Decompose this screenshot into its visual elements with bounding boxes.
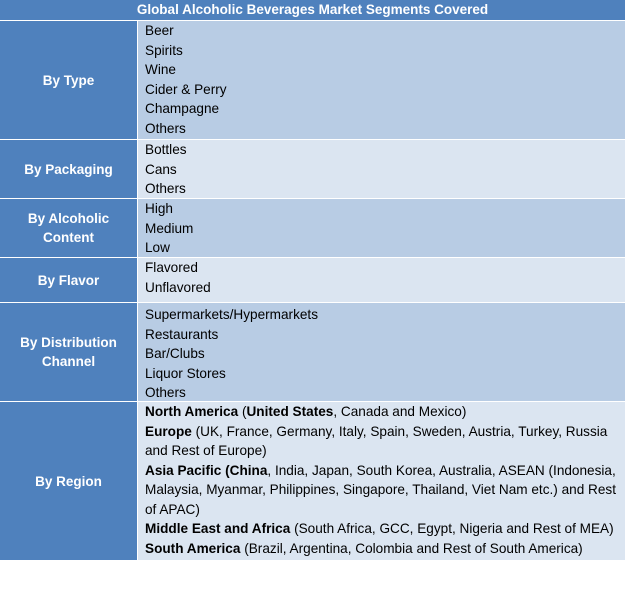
segment-row-type (0, 21, 625, 140)
segment-category: By Packaging (0, 140, 138, 198)
list-item: Medium (145, 220, 194, 236)
list-item: Spirits (145, 42, 183, 58)
table-title: Global Alcoholic Beverages Market Segments Covered (0, 0, 625, 21)
segment-category: By Region (0, 402, 138, 560)
list-item: Low (145, 240, 170, 255)
segment-row-alcoholic-content (0, 199, 625, 258)
segment-items (138, 140, 625, 198)
segment-row-distribution-channel (0, 303, 625, 402)
list-item: Others (145, 120, 186, 136)
segment-category: By Alcoholic Content (0, 199, 138, 257)
list-item: Wine (145, 62, 176, 77)
segment-items (138, 258, 625, 302)
region-europe: Europe (UK, France, Germany, Italy, Spain, Sweden, Austria, Turkey, Russia (145, 423, 608, 439)
list-item: Bottles (145, 142, 187, 157)
list-item: Restaurants (145, 326, 219, 342)
region-asia-pacific: Asia Pacific (China, India, Japan, South Korea, Australia, ASEAN (Indonesia, (145, 462, 616, 478)
segment-items (138, 402, 625, 560)
list-item: Others (145, 385, 186, 400)
list-item: Cider & Perry (145, 81, 227, 97)
list-item: Unflavored (145, 279, 211, 295)
list-item: Cans (145, 161, 177, 177)
segment-category: By Distribution Channel (0, 303, 138, 401)
segment-row-region (0, 402, 625, 561)
segment-category: By Type (0, 21, 138, 139)
segment-row-packaging (0, 140, 625, 199)
list-item: Flavored (145, 260, 198, 275)
list-item: Others (145, 181, 186, 196)
region-middle-east-africa: Middle East and Africa (South Africa, GCC, Egypt, Nigeria and Rest of MEA) (145, 521, 614, 536)
segment-items (138, 303, 625, 401)
list-item: Champagne (145, 101, 220, 116)
region-asia-pacific-cont: Malaysia, Myanmar, Philippines, Singapore, Thailand, Viet Nam etc.) and Rest (145, 482, 616, 497)
region-europe-cont: and Rest of Europe) (145, 443, 267, 458)
list-item: Supermarkets/Hypermarkets (145, 307, 318, 322)
segment-items (138, 199, 625, 257)
segment-category: By Flavor (0, 258, 138, 302)
region-asia-pacific-cont2: of APAC) (145, 501, 200, 517)
list-item: High (145, 201, 173, 216)
region-north-america: North America (United States, Canada and Mexico) (145, 404, 467, 419)
list-item: Bar/Clubs (145, 346, 205, 361)
list-item: Liquor Stores (145, 365, 226, 381)
region-south-america: South America (Brazil, Argentina, Colombia and Rest of South America) (145, 540, 583, 556)
list-item: Beer (145, 23, 174, 38)
segment-row-flavor (0, 258, 625, 303)
segment-items (138, 21, 625, 139)
